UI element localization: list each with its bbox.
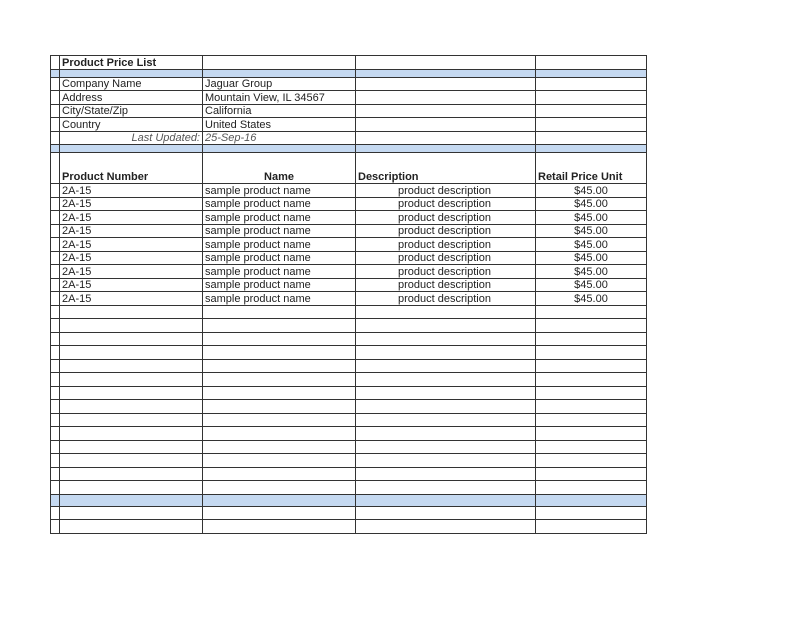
cell[interactable] [203,359,356,373]
cell[interactable] [536,454,647,468]
column-header-row [51,153,647,184]
country-value[interactable]: United States [203,118,356,132]
cell[interactable] [203,69,356,77]
cell[interactable] [536,332,647,346]
cell[interactable] [203,454,356,468]
cell[interactable] [356,118,536,132]
cell[interactable] [203,481,356,495]
last-updated-row [51,131,647,145]
row-gutter[interactable] [51,184,60,198]
cell[interactable] [60,145,203,153]
product-price-cell[interactable]: $45.00 [536,184,647,198]
country-row [51,118,647,132]
city-state-zip-value[interactable]: California [203,104,356,118]
cell[interactable] [356,386,536,400]
row-gutter[interactable] [51,386,60,400]
product-row [51,292,647,306]
product-number-cell[interactable]: 2A-15 [60,184,203,198]
product-row [51,278,647,292]
empty-row [51,506,647,520]
row-gutter[interactable] [51,69,60,77]
cell[interactable] [203,467,356,481]
row-gutter[interactable] [51,224,60,238]
row-gutter[interactable] [51,359,60,373]
row-gutter[interactable] [51,467,60,481]
cell[interactable] [60,427,203,441]
cell[interactable] [356,440,536,454]
product-price-cell[interactable]: $45.00 [536,197,647,211]
cell[interactable] [536,145,647,153]
cell[interactable] [60,454,203,468]
row-gutter[interactable] [51,265,60,279]
empty-row [51,427,647,441]
cell[interactable] [60,319,203,333]
product-price-cell[interactable]: $45.00 [536,292,647,306]
cell[interactable] [60,400,203,414]
product-price-cell[interactable]: $45.00 [536,278,647,292]
row-gutter[interactable] [51,104,60,118]
row-gutter[interactable] [51,454,60,468]
row-gutter[interactable] [51,413,60,427]
product-description-cell[interactable]: product description [356,197,536,211]
product-description-cell[interactable]: product description [356,211,536,225]
cell[interactable] [60,481,203,495]
cell[interactable] [60,386,203,400]
cell[interactable] [536,400,647,414]
cell[interactable] [60,332,203,346]
cell[interactable] [60,305,203,319]
product-name-cell[interactable]: sample product name [203,292,356,306]
product-row [51,238,647,252]
row-gutter[interactable] [51,427,60,441]
cell[interactable] [536,56,647,70]
cell[interactable] [203,305,356,319]
band-row [51,145,647,153]
product-number-cell[interactable]: 2A-15 [60,251,203,265]
cell[interactable] [356,77,536,91]
row-gutter[interactable] [51,77,60,91]
product-name-cell[interactable]: sample product name [203,238,356,252]
cell[interactable] [60,413,203,427]
cell[interactable] [203,145,356,153]
cell[interactable] [536,77,647,91]
row-gutter[interactable] [51,332,60,346]
price-list-sheet [50,55,647,534]
row-gutter[interactable] [51,211,60,225]
product-name-cell[interactable]: sample product name [203,211,356,225]
cell[interactable] [356,481,536,495]
product-number-cell[interactable]: 2A-15 [60,224,203,238]
cell[interactable] [60,520,203,534]
cell[interactable] [356,454,536,468]
row-gutter[interactable] [51,197,60,211]
header-description[interactable]: Description [356,153,536,184]
empty-row [51,467,647,481]
cell[interactable] [536,386,647,400]
product-row [51,265,647,279]
product-price-cell[interactable]: $45.00 [536,251,647,265]
address-value[interactable]: Mountain View, IL 34567 [203,91,356,105]
cell[interactable] [203,440,356,454]
empty-row [51,373,647,387]
cell[interactable] [356,400,536,414]
title-row [51,56,647,70]
cell[interactable] [356,305,536,319]
cell[interactable] [203,56,356,70]
product-price-cell[interactable]: $45.00 [536,224,647,238]
cell[interactable] [356,131,536,145]
row-gutter[interactable] [51,56,60,70]
country-label[interactable]: Country [60,118,203,132]
empty-row [51,481,647,495]
cell[interactable] [356,520,536,534]
company-name-value[interactable]: Jaguar Group [203,77,356,91]
product-number-cell[interactable]: 2A-15 [60,211,203,225]
cell[interactable] [536,520,647,534]
header-retail-price[interactable]: Retail Price Unit [536,153,647,184]
product-name-cell[interactable]: sample product name [203,251,356,265]
cell[interactable] [356,332,536,346]
product-description-cell[interactable]: product description [356,238,536,252]
cell[interactable] [356,91,536,105]
product-number-cell[interactable]: 2A-15 [60,278,203,292]
product-row [51,197,647,211]
empty-row [51,332,647,346]
empty-row [51,346,647,360]
company-name-label[interactable]: Company Name [60,77,203,91]
cell[interactable] [203,400,356,414]
cell[interactable] [536,373,647,387]
row-gutter[interactable] [51,506,60,520]
cell[interactable] [203,413,356,427]
cell[interactable] [356,506,536,520]
cell[interactable] [536,69,647,77]
last-updated-value[interactable]: 25-Sep-16 [203,131,356,145]
empty-row [51,440,647,454]
cell[interactable] [60,359,203,373]
cell[interactable] [356,427,536,441]
cell[interactable] [356,359,536,373]
row-gutter[interactable] [51,91,60,105]
cell[interactable] [536,467,647,481]
cell[interactable] [60,440,203,454]
address-row [51,91,647,105]
cell[interactable] [536,494,647,506]
band-row [51,69,647,77]
cell[interactable] [356,346,536,360]
cell[interactable] [536,305,647,319]
empty-row [51,413,647,427]
cell[interactable] [536,359,647,373]
cell[interactable] [536,91,647,105]
header-product-number[interactable]: Product Number [60,153,203,184]
product-description-cell[interactable]: product description [356,278,536,292]
cell[interactable] [356,145,536,153]
cell[interactable] [356,69,536,77]
empty-row [51,305,647,319]
cell[interactable] [203,427,356,441]
cell[interactable] [536,104,647,118]
cell[interactable] [203,494,356,506]
product-number-cell[interactable]: 2A-15 [60,197,203,211]
cell[interactable] [60,346,203,360]
product-price-cell[interactable]: $45.00 [536,265,647,279]
cell[interactable] [203,386,356,400]
company-name-row [51,77,647,91]
row-gutter[interactable] [51,481,60,495]
product-name-cell[interactable]: sample product name [203,197,356,211]
row-gutter[interactable] [51,319,60,333]
product-name-cell[interactable]: sample product name [203,224,356,238]
row-gutter[interactable] [51,373,60,387]
row-gutter[interactable] [51,131,60,145]
cell[interactable] [356,467,536,481]
sheet-title[interactable]: Product Price List [60,56,203,70]
cell[interactable] [356,319,536,333]
row-gutter[interactable] [51,400,60,414]
product-number-cell[interactable]: 2A-15 [60,238,203,252]
cell[interactable] [536,506,647,520]
product-row [51,211,647,225]
product-description-cell[interactable]: product description [356,292,536,306]
empty-row [51,400,647,414]
row-gutter[interactable] [51,145,60,153]
empty-row [51,359,647,373]
row-gutter[interactable] [51,494,60,506]
empty-row [51,454,647,468]
cell[interactable] [536,346,647,360]
empty-row [51,520,647,534]
cell[interactable] [356,494,536,506]
row-gutter[interactable] [51,118,60,132]
cell[interactable] [536,427,647,441]
product-price-cell[interactable]: $45.00 [536,211,647,225]
cell[interactable] [203,506,356,520]
band-row [51,494,647,506]
row-gutter[interactable] [51,440,60,454]
row-gutter[interactable] [51,278,60,292]
row-gutter[interactable] [51,251,60,265]
product-row [51,251,647,265]
product-number-cell[interactable]: 2A-15 [60,265,203,279]
row-gutter[interactable] [51,292,60,306]
product-row [51,224,647,238]
product-price-cell[interactable]: $45.00 [536,238,647,252]
cell[interactable] [356,56,536,70]
cell[interactable] [536,118,647,132]
last-updated-label[interactable]: Last Updated: [60,131,203,145]
row-gutter[interactable] [51,520,60,534]
cell[interactable] [536,131,647,145]
cell[interactable] [203,319,356,333]
row-gutter[interactable] [51,305,60,319]
cell[interactable] [60,494,203,506]
empty-row [51,386,647,400]
row-gutter[interactable] [51,153,60,184]
product-description-cell[interactable]: product description [356,184,536,198]
cell[interactable] [60,467,203,481]
city-state-zip-row [51,104,647,118]
empty-row [51,319,647,333]
product-number-cell[interactable]: 2A-15 [60,292,203,306]
cell[interactable] [203,332,356,346]
cell[interactable] [60,69,203,77]
cell[interactable] [356,413,536,427]
city-state-zip-label[interactable]: City/State/Zip [60,104,203,118]
product-description-cell[interactable]: product description [356,251,536,265]
cell[interactable] [536,413,647,427]
row-gutter[interactable] [51,238,60,252]
cell[interactable] [536,319,647,333]
cell[interactable] [203,346,356,360]
product-description-cell[interactable]: product description [356,224,536,238]
cell[interactable] [356,373,536,387]
cell[interactable] [203,373,356,387]
product-description-cell[interactable]: product description [356,265,536,279]
cell[interactable] [536,481,647,495]
row-gutter[interactable] [51,346,60,360]
product-name-cell[interactable]: sample product name [203,278,356,292]
product-row [51,184,647,198]
cell[interactable] [203,520,356,534]
product-name-cell[interactable]: sample product name [203,265,356,279]
cell[interactable] [60,373,203,387]
cell[interactable] [60,506,203,520]
cell[interactable] [356,104,536,118]
address-label[interactable]: Address [60,91,203,105]
product-name-cell[interactable]: sample product name [203,184,356,198]
cell[interactable] [536,440,647,454]
header-name[interactable]: Name [203,153,356,184]
